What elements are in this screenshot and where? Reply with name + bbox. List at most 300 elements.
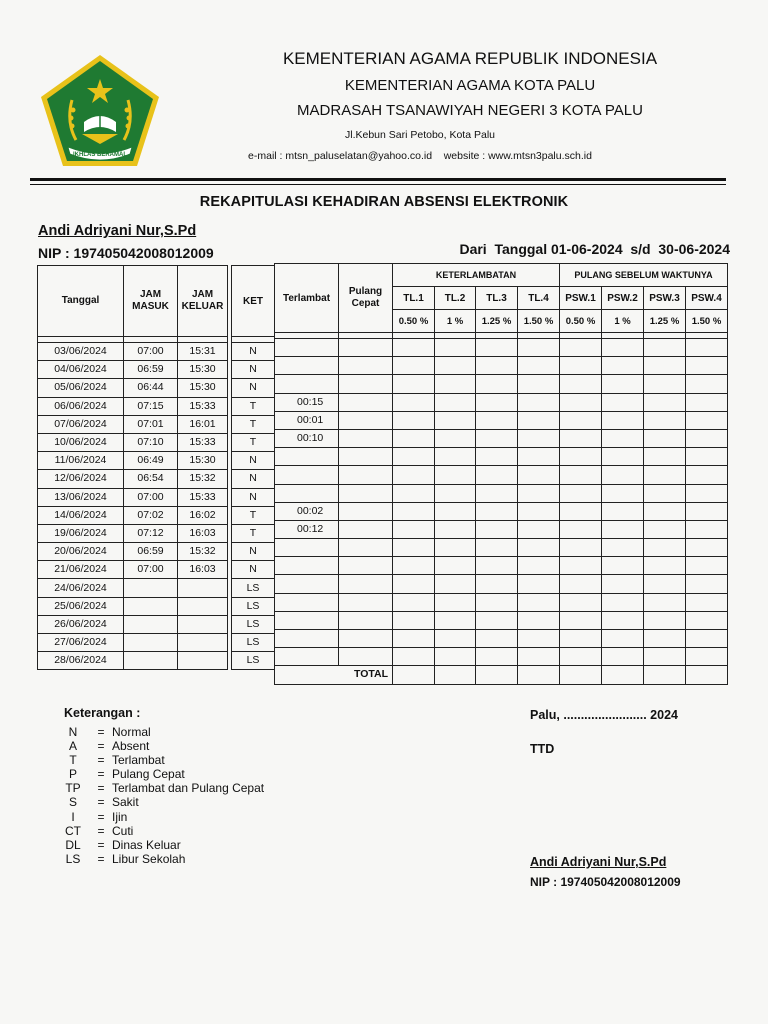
cell-jam-keluar: 15:30 xyxy=(178,361,228,379)
table-row xyxy=(232,634,275,652)
cell-ket: N xyxy=(232,488,275,506)
cell-terlambat: 00:02 xyxy=(275,502,339,520)
cell-empty xyxy=(476,502,518,520)
cell-empty xyxy=(393,557,435,575)
table-row xyxy=(275,339,728,357)
cell-empty xyxy=(518,357,560,375)
total-cell xyxy=(644,666,686,684)
table-row xyxy=(275,375,728,393)
employee-nip: NIP : 197405042008012009 xyxy=(38,245,214,261)
table-row xyxy=(38,543,228,561)
cell-empty xyxy=(602,539,644,557)
cell-terlambat: 00:10 xyxy=(275,429,339,447)
total-cell xyxy=(435,666,476,684)
signature-name: Andi Adriyani Nur,S.Pd xyxy=(530,855,667,869)
table-row xyxy=(232,579,275,597)
legend-code: TP xyxy=(65,781,81,796)
table-row xyxy=(232,652,275,670)
cell-jam-keluar: 15:33 xyxy=(178,397,228,415)
cell-ket: N xyxy=(232,343,275,361)
header-psw-pct-3: 1.25 % xyxy=(644,310,686,333)
cell-terlambat xyxy=(275,339,339,357)
cell-empty xyxy=(339,502,393,520)
header-pulang-sebelum: PULANG SEBELUM WAKTUNYA xyxy=(560,264,728,287)
cell-empty xyxy=(686,611,728,629)
table-row xyxy=(275,357,728,375)
attendance-table-ket xyxy=(231,265,275,670)
cell-empty xyxy=(393,648,435,666)
cell-empty xyxy=(686,648,728,666)
legend-equals: = xyxy=(97,823,105,838)
cell-empty xyxy=(476,484,518,502)
table-row xyxy=(232,524,275,542)
cell-empty xyxy=(644,611,686,629)
cell-empty xyxy=(476,448,518,466)
cell-empty xyxy=(435,648,476,666)
cell-tanggal: 06/06/2024 xyxy=(38,397,124,415)
cell-empty xyxy=(560,411,602,429)
cell-jam-keluar: 16:02 xyxy=(178,506,228,524)
cell-empty xyxy=(393,611,435,629)
cell-terlambat xyxy=(275,484,339,502)
cell-empty xyxy=(644,502,686,520)
cell-jam-keluar: 16:03 xyxy=(178,561,228,579)
cell-jam-masuk: 07:00 xyxy=(124,343,178,361)
table-row xyxy=(38,397,228,415)
legend-equals: = xyxy=(97,725,105,739)
cell-tanggal: 24/06/2024 xyxy=(38,579,124,597)
table-row xyxy=(275,502,728,520)
cell-empty xyxy=(435,339,476,357)
total-cell xyxy=(686,666,728,684)
cell-empty xyxy=(560,466,602,484)
legend-equals: = xyxy=(97,851,105,866)
legend-equals: = xyxy=(97,767,105,782)
cell-tanggal: 05/06/2024 xyxy=(38,379,124,397)
cell-empty xyxy=(686,375,728,393)
table-row xyxy=(38,579,228,597)
cell-empty xyxy=(476,557,518,575)
table-row xyxy=(232,488,275,506)
cell-empty xyxy=(602,593,644,611)
legend-item xyxy=(56,838,264,852)
table-row xyxy=(232,433,275,451)
cell-jam-masuk xyxy=(124,597,178,615)
cell-empty xyxy=(686,448,728,466)
cell-tanggal: 10/06/2024 xyxy=(38,433,124,451)
cell-empty xyxy=(686,484,728,502)
cell-jam-keluar: 15:32 xyxy=(178,543,228,561)
table-row xyxy=(275,539,728,557)
logo-motto-text: IKHLAS BERAMAL xyxy=(73,152,127,158)
cell-empty xyxy=(602,411,644,429)
cell-empty xyxy=(602,484,644,502)
table-row xyxy=(275,448,728,466)
header-psw-pct-4: 1.50 % xyxy=(686,310,728,333)
cell-empty xyxy=(560,502,602,520)
legend-code: A xyxy=(68,739,77,754)
cell-jam-keluar xyxy=(178,634,228,652)
cell-empty xyxy=(518,502,560,520)
cell-empty xyxy=(560,339,602,357)
table-row xyxy=(38,634,228,652)
header-terlambat: Terlambat xyxy=(275,264,339,333)
table-row xyxy=(232,597,275,615)
header-tl-pct-1: 0.50 % xyxy=(393,310,435,333)
cell-empty xyxy=(435,520,476,538)
cell-empty xyxy=(339,466,393,484)
cell-empty xyxy=(476,411,518,429)
cell-empty xyxy=(644,630,686,648)
cell-terlambat xyxy=(275,539,339,557)
cell-empty xyxy=(518,448,560,466)
cell-tanggal: 03/06/2024 xyxy=(38,343,124,361)
cell-empty xyxy=(518,630,560,648)
cell-tanggal: 25/06/2024 xyxy=(38,597,124,615)
legend-title: Keterangan : xyxy=(64,706,141,720)
legend-equals: = xyxy=(97,739,105,754)
cell-jam-masuk: 06:54 xyxy=(124,470,178,488)
cell-jam-masuk: 07:12 xyxy=(124,524,178,542)
legend-equals: = xyxy=(97,753,105,768)
cell-empty xyxy=(393,393,435,411)
cell-jam-masuk: 07:00 xyxy=(124,488,178,506)
header-rule-thin xyxy=(30,184,726,185)
cell-jam-keluar: 16:03 xyxy=(178,524,228,542)
table-row xyxy=(38,470,228,488)
cell-jam-keluar: 15:30 xyxy=(178,379,228,397)
cell-empty xyxy=(518,466,560,484)
cell-empty xyxy=(393,411,435,429)
cell-terlambat: 00:12 xyxy=(275,520,339,538)
cell-terlambat xyxy=(275,357,339,375)
cell-ket: N xyxy=(232,543,275,561)
cell-empty xyxy=(393,630,435,648)
cell-empty xyxy=(644,575,686,593)
cell-empty xyxy=(476,393,518,411)
cell-empty xyxy=(393,593,435,611)
legend-code: T xyxy=(69,753,77,768)
cell-empty xyxy=(339,539,393,557)
cell-terlambat xyxy=(275,448,339,466)
cell-tanggal: 11/06/2024 xyxy=(38,452,124,470)
cell-empty xyxy=(644,393,686,411)
legend-item xyxy=(56,725,264,739)
cell-jam-masuk: 06:44 xyxy=(124,379,178,397)
legend-equals: = xyxy=(97,795,105,810)
table-row xyxy=(275,393,728,411)
cell-jam-keluar xyxy=(178,597,228,615)
header-line3: MADRASAH TSANAWIYAH NEGERI 3 KOTA PALU xyxy=(297,102,643,119)
cell-empty xyxy=(686,339,728,357)
cell-tanggal: 19/06/2024 xyxy=(38,524,124,542)
header-line1: KEMENTERIAN AGAMA REPUBLIK INDONESIA xyxy=(282,49,658,68)
cell-empty xyxy=(560,630,602,648)
cell-tanggal: 12/06/2024 xyxy=(38,470,124,488)
cell-empty xyxy=(339,411,393,429)
total-label: TOTAL xyxy=(275,666,393,684)
cell-empty xyxy=(393,520,435,538)
cell-jam-masuk: 07:01 xyxy=(124,415,178,433)
cell-empty xyxy=(518,393,560,411)
total-cell xyxy=(393,666,435,684)
header-psw-3: PSW.3 xyxy=(644,287,686,310)
table-row xyxy=(232,452,275,470)
legend-item xyxy=(56,810,264,824)
cell-empty xyxy=(339,375,393,393)
table-row xyxy=(232,397,275,415)
cell-empty xyxy=(435,393,476,411)
cell-empty xyxy=(518,539,560,557)
cell-empty xyxy=(435,502,476,520)
cell-ket: T xyxy=(232,433,275,451)
header-psw-pct-2: 1 % xyxy=(602,310,644,333)
cell-empty xyxy=(393,539,435,557)
table-row xyxy=(232,379,275,397)
cell-empty xyxy=(644,539,686,557)
legend-desc: Sakit xyxy=(112,795,139,810)
cell-empty xyxy=(644,484,686,502)
table-row xyxy=(232,615,275,633)
cell-empty xyxy=(518,575,560,593)
cell-empty xyxy=(686,630,728,648)
signature-ttd: TTD xyxy=(530,742,555,756)
cell-jam-keluar: 15:32 xyxy=(178,470,228,488)
cell-empty xyxy=(518,375,560,393)
document-title: REKAPITULASI KEHADIRAN ABSENSI ELEKTRONIK xyxy=(199,194,569,210)
cell-jam-masuk xyxy=(124,615,178,633)
header-psw-pct-1: 0.50 % xyxy=(560,310,602,333)
cell-empty xyxy=(435,411,476,429)
cell-empty xyxy=(393,357,435,375)
cell-ket: N xyxy=(232,379,275,397)
cell-ket: N xyxy=(232,470,275,488)
cell-empty xyxy=(644,448,686,466)
cell-empty xyxy=(339,630,393,648)
cell-terlambat xyxy=(275,648,339,666)
cell-ket: N xyxy=(232,361,275,379)
cell-empty xyxy=(686,520,728,538)
cell-jam-masuk: 07:00 xyxy=(124,561,178,579)
cell-empty xyxy=(339,448,393,466)
cell-empty xyxy=(435,557,476,575)
legend-desc: Dinas Keluar xyxy=(112,837,181,852)
header-pulang-cepat: Pulang Cepat xyxy=(339,264,393,333)
table-row xyxy=(275,520,728,538)
cell-empty xyxy=(644,466,686,484)
cell-terlambat xyxy=(275,593,339,611)
cell-empty xyxy=(435,466,476,484)
cell-empty xyxy=(393,466,435,484)
cell-empty xyxy=(560,429,602,447)
cell-empty xyxy=(476,593,518,611)
cell-empty xyxy=(393,448,435,466)
legend-desc: Pulang Cepat xyxy=(112,767,185,782)
cell-tanggal: 13/06/2024 xyxy=(38,488,124,506)
cell-empty xyxy=(602,648,644,666)
legend-code: DL xyxy=(65,837,81,852)
cell-jam-keluar: 15:30 xyxy=(178,452,228,470)
cell-empty xyxy=(560,611,602,629)
cell-empty xyxy=(686,466,728,484)
cell-empty xyxy=(602,557,644,575)
header-ket: KET xyxy=(232,266,275,337)
cell-jam-keluar: 15:33 xyxy=(178,488,228,506)
cell-jam-masuk xyxy=(124,579,178,597)
cell-empty xyxy=(686,429,728,447)
cell-empty xyxy=(644,357,686,375)
table-row xyxy=(232,543,275,561)
table-row xyxy=(275,630,728,648)
cell-empty xyxy=(602,448,644,466)
cell-ket: T xyxy=(232,415,275,433)
table-row xyxy=(38,524,228,542)
legend-code: N xyxy=(68,725,78,739)
cell-empty xyxy=(518,593,560,611)
legend-list xyxy=(56,725,264,866)
table-row xyxy=(275,429,728,447)
cell-empty xyxy=(644,429,686,447)
header-tl-pct-2: 1 % xyxy=(435,310,476,333)
cell-terlambat xyxy=(275,375,339,393)
employee-name: Andi Adriyani Nur,S.Pd xyxy=(38,223,197,239)
header-line2: KEMENTERIAN AGAMA KOTA PALU xyxy=(344,77,596,94)
cell-empty xyxy=(339,393,393,411)
header-psw-4: PSW.4 xyxy=(686,287,728,310)
cell-jam-masuk: 07:15 xyxy=(124,397,178,415)
cell-ket: T xyxy=(232,397,275,415)
cell-empty xyxy=(644,411,686,429)
cell-ket: LS xyxy=(232,634,275,652)
cell-empty xyxy=(339,593,393,611)
header-keterlambatan: KETERLAMBATAN xyxy=(393,264,560,287)
legend-item xyxy=(56,781,264,795)
cell-tanggal: 07/06/2024 xyxy=(38,415,124,433)
cell-tanggal: 21/06/2024 xyxy=(38,561,124,579)
cell-jam-keluar: 15:33 xyxy=(178,433,228,451)
table-row xyxy=(38,615,228,633)
cell-tanggal: 28/06/2024 xyxy=(38,652,124,670)
cell-empty xyxy=(339,557,393,575)
cell-empty xyxy=(644,593,686,611)
table-row xyxy=(38,488,228,506)
cell-empty xyxy=(476,375,518,393)
cell-terlambat xyxy=(275,557,339,575)
cell-empty xyxy=(518,429,560,447)
header-tl-4: TL.4 xyxy=(518,287,560,310)
legend-equals: = xyxy=(97,781,105,796)
total-cell xyxy=(560,666,602,684)
legend-item xyxy=(56,824,264,838)
legend-desc: Ijin xyxy=(112,809,128,824)
cell-tanggal: 26/06/2024 xyxy=(38,615,124,633)
cell-jam-masuk: 07:10 xyxy=(124,433,178,451)
total-cell xyxy=(602,666,644,684)
legend-item xyxy=(56,795,264,809)
legend-desc: Terlambat xyxy=(112,753,165,768)
cell-empty xyxy=(476,648,518,666)
total-cell xyxy=(518,666,560,684)
header-rule-thick xyxy=(30,178,726,181)
table-row xyxy=(38,561,228,579)
table-row xyxy=(38,452,228,470)
cell-empty xyxy=(476,575,518,593)
table-row xyxy=(275,557,728,575)
cell-empty xyxy=(339,575,393,593)
cell-ket: T xyxy=(232,506,275,524)
cell-empty xyxy=(518,484,560,502)
cell-empty xyxy=(644,520,686,538)
cell-empty xyxy=(518,520,560,538)
legend-desc: Cuti xyxy=(112,823,134,838)
cell-empty xyxy=(518,611,560,629)
cell-empty xyxy=(518,648,560,666)
table-row xyxy=(275,411,728,429)
cell-empty xyxy=(644,557,686,575)
cell-jam-keluar xyxy=(178,615,228,633)
cell-empty xyxy=(560,648,602,666)
cell-jam-masuk: 06:59 xyxy=(124,543,178,561)
header-tanggal: Tanggal xyxy=(38,266,124,337)
cell-ket: LS xyxy=(232,615,275,633)
cell-empty xyxy=(435,630,476,648)
table-row xyxy=(38,415,228,433)
table-row xyxy=(232,415,275,433)
header-address: Jl.Kebun Sari Petobo, Kota Palu xyxy=(344,129,495,141)
cell-empty xyxy=(476,611,518,629)
header-tl-pct-4: 1.50 % xyxy=(518,310,560,333)
header-jam-masuk: JAM MASUK xyxy=(124,266,178,337)
table-row xyxy=(38,343,228,361)
cell-empty xyxy=(560,393,602,411)
cell-empty xyxy=(339,648,393,666)
attendance-table-right xyxy=(274,263,728,685)
cell-empty xyxy=(602,611,644,629)
table-row xyxy=(38,379,228,397)
cell-ket: LS xyxy=(232,652,275,670)
cell-empty xyxy=(602,393,644,411)
cell-empty xyxy=(686,357,728,375)
legend-item xyxy=(56,852,264,866)
header-tl-1: TL.1 xyxy=(393,287,435,310)
cell-ket: LS xyxy=(232,579,275,597)
cell-empty xyxy=(644,375,686,393)
cell-empty xyxy=(560,357,602,375)
legend-desc: Absent xyxy=(112,739,150,754)
header-jam-keluar: JAM KELUAR xyxy=(178,266,228,337)
cell-empty xyxy=(393,484,435,502)
header-psw-1: PSW.1 xyxy=(560,287,602,310)
cell-empty xyxy=(393,339,435,357)
cell-ket: T xyxy=(232,524,275,542)
cell-empty xyxy=(393,375,435,393)
date-range: Dari Tanggal 01-06-2024 s/d 30-06-2024 xyxy=(459,241,730,257)
table-row xyxy=(38,597,228,615)
cell-empty xyxy=(602,357,644,375)
cell-empty xyxy=(476,357,518,375)
table-row xyxy=(38,506,228,524)
table-row xyxy=(232,470,275,488)
legend-code: I xyxy=(71,809,75,824)
cell-empty xyxy=(686,557,728,575)
cell-jam-masuk xyxy=(124,634,178,652)
ministry-logo-icon xyxy=(38,52,162,170)
cell-empty xyxy=(518,557,560,575)
cell-empty xyxy=(435,448,476,466)
cell-empty xyxy=(602,502,644,520)
cell-empty xyxy=(435,575,476,593)
cell-jam-keluar: 16:01 xyxy=(178,415,228,433)
